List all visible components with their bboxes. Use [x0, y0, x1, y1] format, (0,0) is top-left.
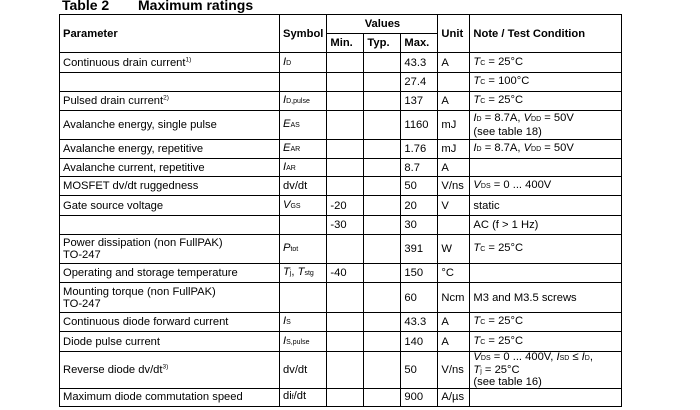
parameter-cell: Continuous diode forward current	[60, 313, 280, 332]
symbol-cell: VGS	[280, 196, 327, 216]
min-cell	[327, 159, 364, 177]
symbol-cell: EAS	[280, 111, 327, 140]
min-cell	[327, 140, 364, 159]
parameter-cell: Power dissipation (non FullPAK) TO-247	[60, 235, 280, 264]
condition-cell	[470, 264, 622, 283]
typ-cell	[364, 216, 401, 235]
max-cell: 30	[401, 216, 438, 235]
header-min: Min.	[327, 34, 364, 53]
symbol-cell: IS	[280, 313, 327, 332]
condition-cell: ID = 8.7A, VDD = 50V	[470, 140, 622, 159]
parameter-cell: MOSFET dv/dt ruggedness	[60, 177, 280, 196]
unit-cell: A	[438, 92, 470, 111]
typ-cell	[364, 73, 401, 92]
condition-cell: AC (f > 1 Hz)	[470, 216, 622, 235]
symbol-cell: dif/dt	[280, 388, 327, 406]
table-title: Maximum ratings	[138, 0, 254, 13]
condition-cell	[470, 388, 622, 406]
max-cell: 20	[401, 196, 438, 216]
min-cell	[327, 313, 364, 332]
table-row	[60, 53, 622, 73]
parameter-cell: Avalanche energy, repetitive	[60, 140, 280, 159]
symbol-cell: ID	[280, 53, 327, 73]
parameter-cell: Mounting torque (non FullPAK) TO-247	[60, 283, 280, 313]
max-cell: 150	[401, 264, 438, 283]
symbol-cell: ID,pulse	[280, 92, 327, 111]
min-cell	[327, 352, 364, 389]
table-row	[60, 283, 622, 313]
condition-cell: ID = 8.7A, VDD = 50V (see table 18)	[470, 111, 622, 140]
typ-cell	[364, 235, 401, 264]
typ-cell	[364, 53, 401, 73]
parameter-cell: Operating and storage temperature	[60, 264, 280, 283]
typ-cell	[364, 177, 401, 196]
typ-cell	[364, 283, 401, 313]
condition-cell: TC = 100°C	[470, 73, 622, 92]
table-row	[60, 177, 622, 196]
max-cell: 900	[401, 388, 438, 406]
maximum-ratings-table	[59, 14, 622, 407]
max-cell: 8.7	[401, 159, 438, 177]
header-unit: Unit	[438, 15, 470, 53]
table-row	[60, 196, 622, 216]
max-cell: 43.3	[401, 313, 438, 332]
table-number: Table 2	[62, 0, 110, 13]
parameter-cell: Diode pulse current	[60, 332, 280, 352]
header-values: Values	[327, 15, 438, 34]
symbol-cell: dv/dt	[280, 352, 327, 389]
condition-cell: TC = 25°C	[470, 92, 622, 111]
typ-cell	[364, 140, 401, 159]
typ-cell	[364, 352, 401, 389]
max-cell: 60	[401, 283, 438, 313]
min-cell	[327, 332, 364, 352]
unit-cell: A/µs	[438, 388, 470, 406]
table-row	[60, 73, 622, 92]
table-row	[60, 159, 622, 177]
max-cell: 43.3	[401, 53, 438, 73]
max-cell: 50	[401, 177, 438, 196]
unit-cell	[438, 73, 470, 92]
typ-cell	[364, 264, 401, 283]
parameter-cell: Continuous drain current$^{1)}$	[60, 53, 280, 73]
condition-cell: VDS = 0 ... 400V, ISD ≤ ID, Tj = 25°C (see table 16)	[470, 352, 622, 389]
unit-cell: W	[438, 235, 470, 264]
parameter-cell	[60, 73, 280, 92]
table-row	[60, 140, 622, 159]
symbol-cell: IAR	[280, 159, 327, 177]
typ-cell	[364, 196, 401, 216]
max-cell: 27.4	[401, 73, 438, 92]
unit-cell: V/ns	[438, 352, 470, 389]
table-row	[60, 216, 622, 235]
table-row	[60, 388, 622, 406]
unit-cell: A	[438, 159, 470, 177]
table-row	[60, 111, 622, 140]
condition-cell	[470, 159, 622, 177]
parameter-cell: Avalanche current, repetitive	[60, 159, 280, 177]
condition-cell: static	[470, 196, 622, 216]
unit-cell	[438, 216, 470, 235]
unit-cell: mJ	[438, 140, 470, 159]
unit-cell: A	[438, 53, 470, 73]
parameter-cell: Reverse diode $dv/dt^{3)}$	[60, 352, 280, 389]
condition-cell: VDS = 0 ... 400V	[470, 177, 622, 196]
header-symbol: Symbol	[280, 15, 327, 53]
min-cell: -40	[327, 264, 364, 283]
header-typ: Typ.	[364, 34, 401, 53]
max-cell: 1160	[401, 111, 438, 140]
min-cell	[327, 73, 364, 92]
parameter-cell: Gate source voltage	[60, 196, 280, 216]
symbol-cell	[280, 283, 327, 313]
min-cell: -30	[327, 216, 364, 235]
max-cell: 50	[401, 352, 438, 389]
max-cell: 391	[401, 235, 438, 264]
typ-cell	[364, 111, 401, 140]
min-cell	[327, 53, 364, 73]
min-cell	[327, 388, 364, 406]
unit-cell: A	[438, 313, 470, 332]
condition-cell: TC = 25°C	[470, 332, 622, 352]
table-row	[60, 313, 622, 332]
header-max: Max.	[401, 34, 438, 53]
table-row	[60, 92, 622, 111]
typ-cell	[364, 92, 401, 111]
table-row	[60, 264, 622, 283]
typ-cell	[364, 159, 401, 177]
min-cell: -20	[327, 196, 364, 216]
condition-cell: TC = 25°C	[470, 235, 622, 264]
unit-cell: V/ns	[438, 177, 470, 196]
symbol-cell: IS,pulse	[280, 332, 327, 352]
min-cell	[327, 177, 364, 196]
unit-cell: °C	[438, 264, 470, 283]
parameter-cell: Maximum diode commutation speed	[60, 388, 280, 406]
condition-cell: TC = 25°C	[470, 313, 622, 332]
min-cell	[327, 283, 364, 313]
parameter-cell: Avalanche energy, single pulse	[60, 111, 280, 140]
table-caption	[62, 0, 253, 13]
symbol-cell	[280, 216, 327, 235]
header-parameter: Parameter	[60, 15, 280, 53]
max-cell: 137	[401, 92, 438, 111]
symbol-cell: Tj, Tstg	[280, 264, 327, 283]
typ-cell	[364, 332, 401, 352]
header-note: Note / Test Condition	[470, 15, 622, 53]
unit-cell: A	[438, 332, 470, 352]
max-cell: 1.76	[401, 140, 438, 159]
symbol-cell: Ptot	[280, 235, 327, 264]
table-row	[60, 332, 622, 352]
symbol-cell: dv/dt	[280, 177, 327, 196]
table-row	[60, 235, 622, 264]
unit-cell: Ncm	[438, 283, 470, 313]
max-cell: 140	[401, 332, 438, 352]
typ-cell	[364, 388, 401, 406]
condition-cell: M3 and M3.5 screws	[470, 283, 622, 313]
condition-cell: TC = 25°C	[470, 53, 622, 73]
symbol-cell: EAR	[280, 140, 327, 159]
min-cell	[327, 111, 364, 140]
typ-cell	[364, 313, 401, 332]
min-cell	[327, 92, 364, 111]
min-cell	[327, 235, 364, 264]
symbol-cell	[280, 73, 327, 92]
unit-cell: mJ	[438, 111, 470, 140]
unit-cell: V	[438, 196, 470, 216]
parameter-cell: Pulsed drain current$^{2)}$	[60, 92, 280, 111]
table-row	[60, 352, 622, 389]
parameter-cell	[60, 216, 280, 235]
